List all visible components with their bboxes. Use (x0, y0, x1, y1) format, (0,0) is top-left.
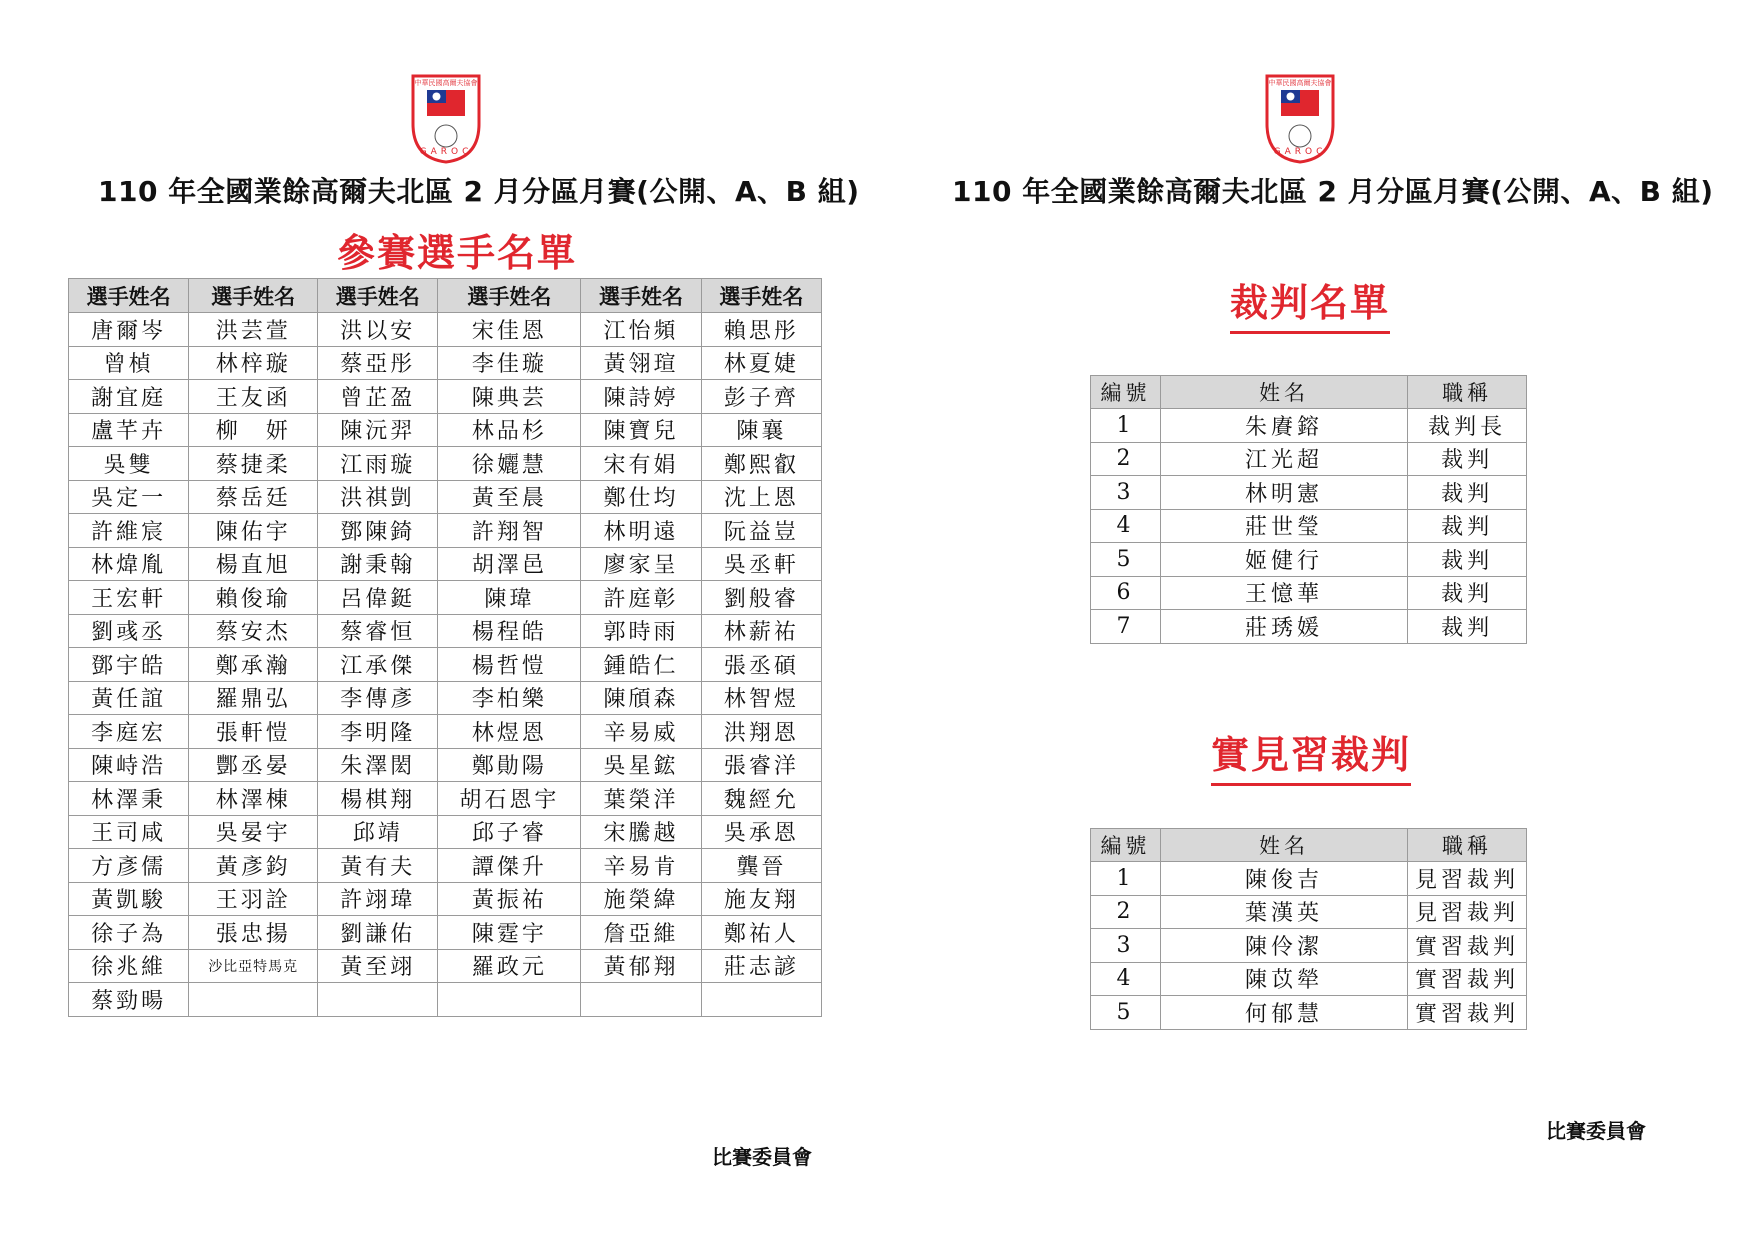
table-cell: 魏經允 (701, 782, 821, 816)
table-cell: 徐兆維 (69, 949, 189, 983)
table-cell: 蔡亞彤 (318, 346, 438, 380)
table-cell: 楊程皓 (438, 614, 581, 648)
player-row (69, 882, 822, 916)
referee-row (1091, 476, 1527, 510)
table-cell: 王憶華 (1160, 576, 1407, 610)
logo-top-text: 中華民國高爾夫協會 (1268, 79, 1332, 87)
table-cell: 莊琇媛 (1160, 610, 1407, 644)
player-row (69, 949, 822, 983)
table-cell: 洪祺剴 (318, 480, 438, 514)
table-cell: 辛易肯 (581, 849, 701, 883)
table-cell: 阮益豈 (701, 514, 821, 548)
table-cell: 洪以安 (318, 313, 438, 347)
table-cell: 廖家呈 (581, 547, 701, 581)
table-cell: 郭時雨 (581, 614, 701, 648)
table-cell: 裁判 (1408, 509, 1527, 543)
table-cell: 黃凱駿 (69, 882, 189, 916)
table-cell: 陳佑宇 (189, 514, 318, 548)
table-cell: 彭子齊 (701, 380, 821, 414)
table-cell: 洪芸萱 (189, 313, 318, 347)
table-cell (318, 983, 438, 1017)
table-cell: 陳苡犖 (1160, 962, 1407, 996)
table-cell: 羅政元 (438, 949, 581, 983)
table-cell: 莊志諺 (701, 949, 821, 983)
table-cell: 徐孋慧 (438, 447, 581, 481)
player-row (69, 313, 822, 347)
logo-bottom-text: GAROC (1273, 147, 1327, 157)
table-cell: 蔡捷柔 (189, 447, 318, 481)
table-cell: 林澤秉 (69, 782, 189, 816)
table-cell: 林煒胤 (69, 547, 189, 581)
table-cell: 宋騰越 (581, 815, 701, 849)
table-cell: 劉般睿 (701, 581, 821, 615)
trainee-section-title: 實見習裁判 (1211, 724, 1411, 786)
table-cell: 曾楨 (69, 346, 189, 380)
player-row (69, 581, 822, 615)
table-cell: 4 (1091, 509, 1161, 543)
table-cell: 葉榮洋 (581, 782, 701, 816)
players-header-row (69, 279, 822, 313)
table-cell: 林品杉 (438, 413, 581, 447)
trainee-row (1091, 962, 1527, 996)
player-row (69, 614, 822, 648)
players-table (68, 278, 822, 1017)
table-cell: 沙比亞特馬克 (189, 949, 318, 983)
table-cell: 江承傑 (318, 648, 438, 682)
table-cell: 陳俊吉 (1160, 862, 1407, 896)
referee-row (1091, 543, 1527, 577)
association-logo-left (407, 72, 485, 164)
table-cell: 4 (1091, 962, 1161, 996)
table-cell (581, 983, 701, 1017)
table-cell: 許翊瑋 (318, 882, 438, 916)
referee-row (1091, 576, 1527, 610)
table-cell (438, 983, 581, 1017)
table-cell: 朱賡鎔 (1160, 409, 1407, 443)
table-cell: 蔡睿恒 (318, 614, 438, 648)
table-cell: 楊棋翔 (318, 782, 438, 816)
logo-top-text: 中華民國高爾夫協會 (414, 79, 478, 87)
table-cell: 何郁慧 (1160, 996, 1407, 1030)
table-cell: 葉漢英 (1160, 895, 1407, 929)
table-cell: 鄭勛陽 (438, 748, 581, 782)
table-cell: 施友翔 (701, 882, 821, 916)
player-row (69, 447, 822, 481)
committee-signature-right: 比賽委員會 (1546, 1119, 1646, 1143)
table-cell: 李明隆 (318, 715, 438, 749)
table-cell: 5 (1091, 996, 1161, 1030)
referee-row (1091, 442, 1527, 476)
table-cell: 黃翎瑄 (581, 346, 701, 380)
table-cell: 裁判 (1408, 442, 1527, 476)
table-cell: 黃郁翔 (581, 949, 701, 983)
table-cell: 張睿洋 (701, 748, 821, 782)
table-cell: 鄭祐人 (701, 916, 821, 950)
table-cell: 見習裁判 (1408, 895, 1527, 929)
table-cell: 1 (1091, 862, 1161, 896)
table-cell: 劉謙佑 (318, 916, 438, 950)
player-row (69, 748, 822, 782)
player-row (69, 715, 822, 749)
table-cell: 林薪祐 (701, 614, 821, 648)
table-cell: 陳詩婷 (581, 380, 701, 414)
table-cell: 李傳彥 (318, 681, 438, 715)
player-row (69, 480, 822, 514)
trainee-row (1091, 895, 1527, 929)
table-cell: 詹亞維 (581, 916, 701, 950)
player-row (69, 346, 822, 380)
table-cell: 洪翔恩 (701, 715, 821, 749)
referee-row (1091, 610, 1527, 644)
table-cell: 實習裁判 (1408, 929, 1527, 963)
table-cell: 辛易威 (581, 715, 701, 749)
table-cell: 陳寶兒 (581, 413, 701, 447)
table-cell: 楊直旭 (189, 547, 318, 581)
table-cell: 吳雙 (69, 447, 189, 481)
player-row (69, 648, 822, 682)
table-cell: 2 (1091, 895, 1161, 929)
table-cell: 黃彥鈞 (189, 849, 318, 883)
table-cell: 鍾皓仁 (581, 648, 701, 682)
column-header: 選手姓名 (318, 279, 438, 313)
player-row (69, 547, 822, 581)
table-cell: 黃至翊 (318, 949, 438, 983)
table-cell: 沈上恩 (701, 480, 821, 514)
table-cell: 鄧陳錡 (318, 514, 438, 548)
table-cell: 吳晏宇 (189, 815, 318, 849)
table-cell: 姬健行 (1160, 543, 1407, 577)
table-cell: 吳定一 (69, 480, 189, 514)
table-cell: 林梓璇 (189, 346, 318, 380)
trainee-table (1090, 828, 1527, 1030)
table-cell: 莊世瑩 (1160, 509, 1407, 543)
player-row (69, 681, 822, 715)
table-cell: 林夏婕 (701, 346, 821, 380)
table-cell: 裁判 (1408, 576, 1527, 610)
table-cell: 許維宸 (69, 514, 189, 548)
column-header: 選手姓名 (438, 279, 581, 313)
table-cell: 方彥儒 (69, 849, 189, 883)
table-cell: 3 (1091, 476, 1161, 510)
table-cell: 1 (1091, 409, 1161, 443)
referee-table (1090, 375, 1527, 644)
table-cell: 蔡安杰 (189, 614, 318, 648)
player-row (69, 413, 822, 447)
logo-bottom-text: GAROC (419, 147, 473, 157)
table-cell: 李柏樂 (438, 681, 581, 715)
table-cell: 吳承恩 (701, 815, 821, 849)
referee-row (1091, 509, 1527, 543)
table-cell: 唐爾岑 (69, 313, 189, 347)
table-cell: 鄭承瀚 (189, 648, 318, 682)
table-cell: 江怡頻 (581, 313, 701, 347)
column-header: 選手姓名 (701, 279, 821, 313)
referee-header-row (1091, 376, 1527, 409)
player-row (69, 514, 822, 548)
player-row (69, 849, 822, 883)
table-cell: 許翔智 (438, 514, 581, 548)
association-logo-right (1261, 72, 1339, 164)
column-header: 姓名 (1160, 829, 1407, 862)
table-cell (701, 983, 821, 1017)
table-cell: 李庭宏 (69, 715, 189, 749)
table-cell: 張軒愷 (189, 715, 318, 749)
player-row (69, 782, 822, 816)
committee-signature-left: 比賽委員會 (712, 1145, 812, 1169)
referee-section-title: 裁判名單 (1230, 272, 1390, 334)
table-cell: 林煜恩 (438, 715, 581, 749)
player-row (69, 815, 822, 849)
table-cell: 賴思彤 (701, 313, 821, 347)
table-cell: 實習裁判 (1408, 962, 1527, 996)
table-cell: 張忠揚 (189, 916, 318, 950)
table-cell: 陳瑋 (438, 581, 581, 615)
table-cell: 謝宜庭 (69, 380, 189, 414)
table-cell: 徐子為 (69, 916, 189, 950)
table-cell: 陳典芸 (438, 380, 581, 414)
table-cell: 陳頎森 (581, 681, 701, 715)
table-cell: 6 (1091, 576, 1161, 610)
table-cell: 江雨璇 (318, 447, 438, 481)
player-row (69, 916, 822, 950)
table-cell: 鄭仕均 (581, 480, 701, 514)
table-cell: 王友函 (189, 380, 318, 414)
table-cell: 江光超 (1160, 442, 1407, 476)
table-cell: 陳伶潔 (1160, 929, 1407, 963)
table-cell: 林澤棟 (189, 782, 318, 816)
table-cell: 李佳璇 (438, 346, 581, 380)
table-cell: 楊哲愷 (438, 648, 581, 682)
table-cell: 宋有娟 (581, 447, 701, 481)
table-cell: 朱澤閎 (318, 748, 438, 782)
table-cell: 王羽詮 (189, 882, 318, 916)
referee-row (1091, 409, 1527, 443)
column-header: 編號 (1091, 829, 1161, 862)
column-header: 選手姓名 (69, 279, 189, 313)
table-cell: 譚傑升 (438, 849, 581, 883)
table-cell: 黃有夫 (318, 849, 438, 883)
table-cell: 吳丞軒 (701, 547, 821, 581)
table-cell: 林明遠 (581, 514, 701, 548)
table-cell: 裁判 (1408, 543, 1527, 577)
table-cell: 林明憲 (1160, 476, 1407, 510)
table-cell: 賴俊瑜 (189, 581, 318, 615)
table-cell: 謝秉翰 (318, 547, 438, 581)
table-cell: 鄭熙叡 (701, 447, 821, 481)
table-cell: 王司咸 (69, 815, 189, 849)
table-cell: 7 (1091, 610, 1161, 644)
table-cell: 曾芷盈 (318, 380, 438, 414)
trainee-row (1091, 862, 1527, 896)
table-cell: 蔡勁暘 (69, 983, 189, 1017)
table-cell: 胡澤邑 (438, 547, 581, 581)
table-cell: 3 (1091, 929, 1161, 963)
column-header: 職稱 (1408, 829, 1527, 862)
table-cell: 陳峙浩 (69, 748, 189, 782)
table-cell: 胡石恩宇 (438, 782, 581, 816)
table-cell: 吳星鋐 (581, 748, 701, 782)
column-header: 選手姓名 (189, 279, 318, 313)
table-cell: 宋佳恩 (438, 313, 581, 347)
table-cell: 許庭彰 (581, 581, 701, 615)
table-cell: 裁判長 (1408, 409, 1527, 443)
table-cell: 實習裁判 (1408, 996, 1527, 1030)
column-header: 選手姓名 (581, 279, 701, 313)
table-cell: 林智煜 (701, 681, 821, 715)
table-cell (189, 983, 318, 1017)
column-header: 編號 (1091, 376, 1161, 409)
table-cell: 張丞碩 (701, 648, 821, 682)
table-cell: 陳沅羿 (318, 413, 438, 447)
table-cell: 鄧宇皓 (69, 648, 189, 682)
table-cell: 黃振祐 (438, 882, 581, 916)
table-cell: 黃任誼 (69, 681, 189, 715)
column-header: 職稱 (1408, 376, 1527, 409)
players-section-title: 參賽選手名單 (337, 222, 577, 284)
table-cell: 邱靖 (318, 815, 438, 849)
table-cell: 劉彧丞 (69, 614, 189, 648)
table-cell: 裁判 (1408, 476, 1527, 510)
player-row (69, 983, 822, 1017)
column-header: 姓名 (1160, 376, 1407, 409)
table-cell: 2 (1091, 442, 1161, 476)
trainee-row (1091, 929, 1527, 963)
trainee-row (1091, 996, 1527, 1030)
table-cell: 盧芊卉 (69, 413, 189, 447)
table-cell: 5 (1091, 543, 1161, 577)
table-cell: 邱子睿 (438, 815, 581, 849)
trainee-header-row (1091, 829, 1527, 862)
document-title-right: 110 年全國業餘高爾夫北區 2 月分區月賽(公開、A、B 組) (952, 175, 1714, 208)
table-cell: 王宏軒 (69, 581, 189, 615)
table-cell: 蔡岳廷 (189, 480, 318, 514)
table-cell: 裁判 (1408, 610, 1527, 644)
table-cell: 柳 妍 (189, 413, 318, 447)
table-cell: 陳霆宇 (438, 916, 581, 950)
table-cell: 陳襄 (701, 413, 821, 447)
table-cell: 黃至晨 (438, 480, 581, 514)
document-title-left: 110 年全國業餘高爾夫北區 2 月分區月賽(公開、A、B 組) (98, 175, 860, 208)
table-cell: 見習裁判 (1408, 862, 1527, 896)
table-cell: 施榮緯 (581, 882, 701, 916)
player-row (69, 380, 822, 414)
table-cell: 龔晉 (701, 849, 821, 883)
table-cell: 呂偉鋌 (318, 581, 438, 615)
table-cell: 羅鼎弘 (189, 681, 318, 715)
table-cell: 酆丞晏 (189, 748, 318, 782)
